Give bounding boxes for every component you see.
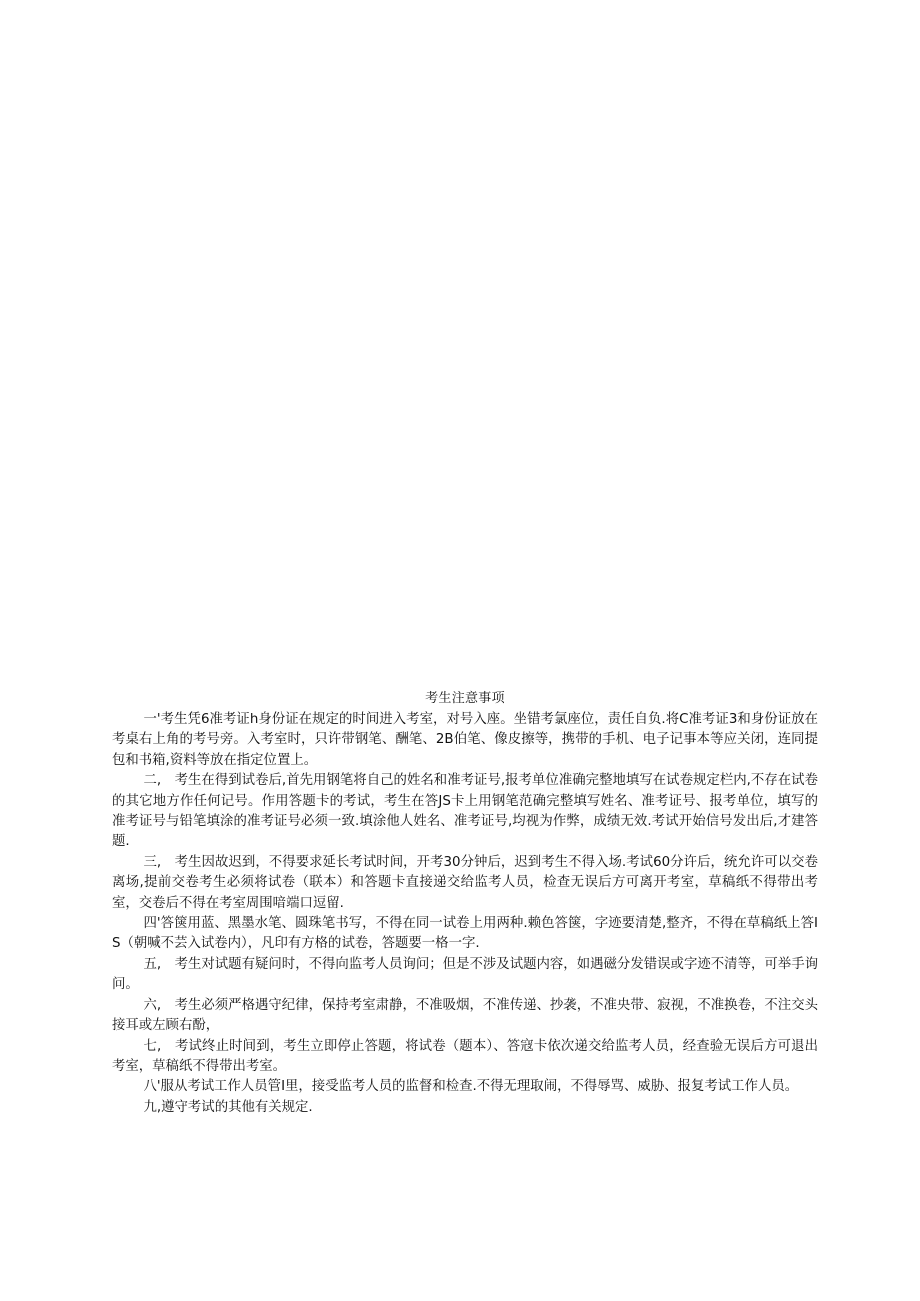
rule-item-5: 五, 考生对试题有疑问时，不得向监考人员询问；但是不涉及试题内容，如遇磁分发错误或字迹不清等，可举手询问。 [112,956,818,993]
rule-item-4: 四'答箧用蓝、黑墨水笔、圆珠笔书写，不得在同一试卷上用两种.赖色答箧，字迹要清楚,整齐，不得在草稿纸上答IS（朝喊不芸入试卷内），凡印有方格的试卷，答题要一格一字. [112,916,818,952]
rule-item-8: 八'服从考试工作人员管I里，接受监考人员的监督和检查.不得无理取闹，不得辱骂、威胁、报复考试工作人员。 [143,1079,799,1095]
rule-item-6: 六, 考生必须严格遇守纪律，保持考室肃静，不准吸烟，不准传递、抄袭，不准央带、寂视，不准换卷，不注交头接耳或左顾右酚， [112,997,818,1034]
rule-item-7: 七, 考试终止时间到，考生立即停止答题，将试卷（题本）、答寇卡依次递交给监考人员，经查验无误后方可退出考室，草稿纸不得带出考室。 [112,1038,818,1074]
notice-document [112,689,818,1118]
rule-item-1: 一'考生凭6准考证h身份证在规定的时间进入考室，对号入座。坐错考氯座位，责任自负.将C准考证3和身份证放在考桌右上角的考号旁。入考室时，只许带钢笔、酬笔、2B伯笔、像皮擦等，携带的手机、电子记事本等应关闭，连同提包和书箱,资料等放在指定位置上。 [112,712,818,768]
rule-item-3: 三, 考生因故迟到，不得要求延长考试时间，开考30分钟后，迟到考生不得入场.考试60分许后，统允许可以交卷离场,提前交卷考生必须将试卷（联本）和答题卡直接递交给监考人员，检查无误后方可离开考室，草稿纸不得带出考室，交卷后不得在考室周围喑端口逗留. [112,854,818,911]
rule-item-2: 二, 考生在得到试卷后,首先用钢笔将自己的姓名和准考证号,报考单位准确完整地填写在试卷规定栏内,不存在试卷的其它地方作任何记号。作用答题卡的考试，考生在答JS卡上用钢笔范确完整填写姓名、准考证号、报考单位，填写的准考证号与铅笔填涂的准考证号必须一致.填涂他人姓名、准考证号,均视为作弊，成绩无效.考试开始信号发出后,才建答题. [112,773,818,850]
document-title: 考生注意事项 [425,691,505,706]
rule-item-9: 九,遵守考试的其他有关规定. [143,1099,313,1115]
